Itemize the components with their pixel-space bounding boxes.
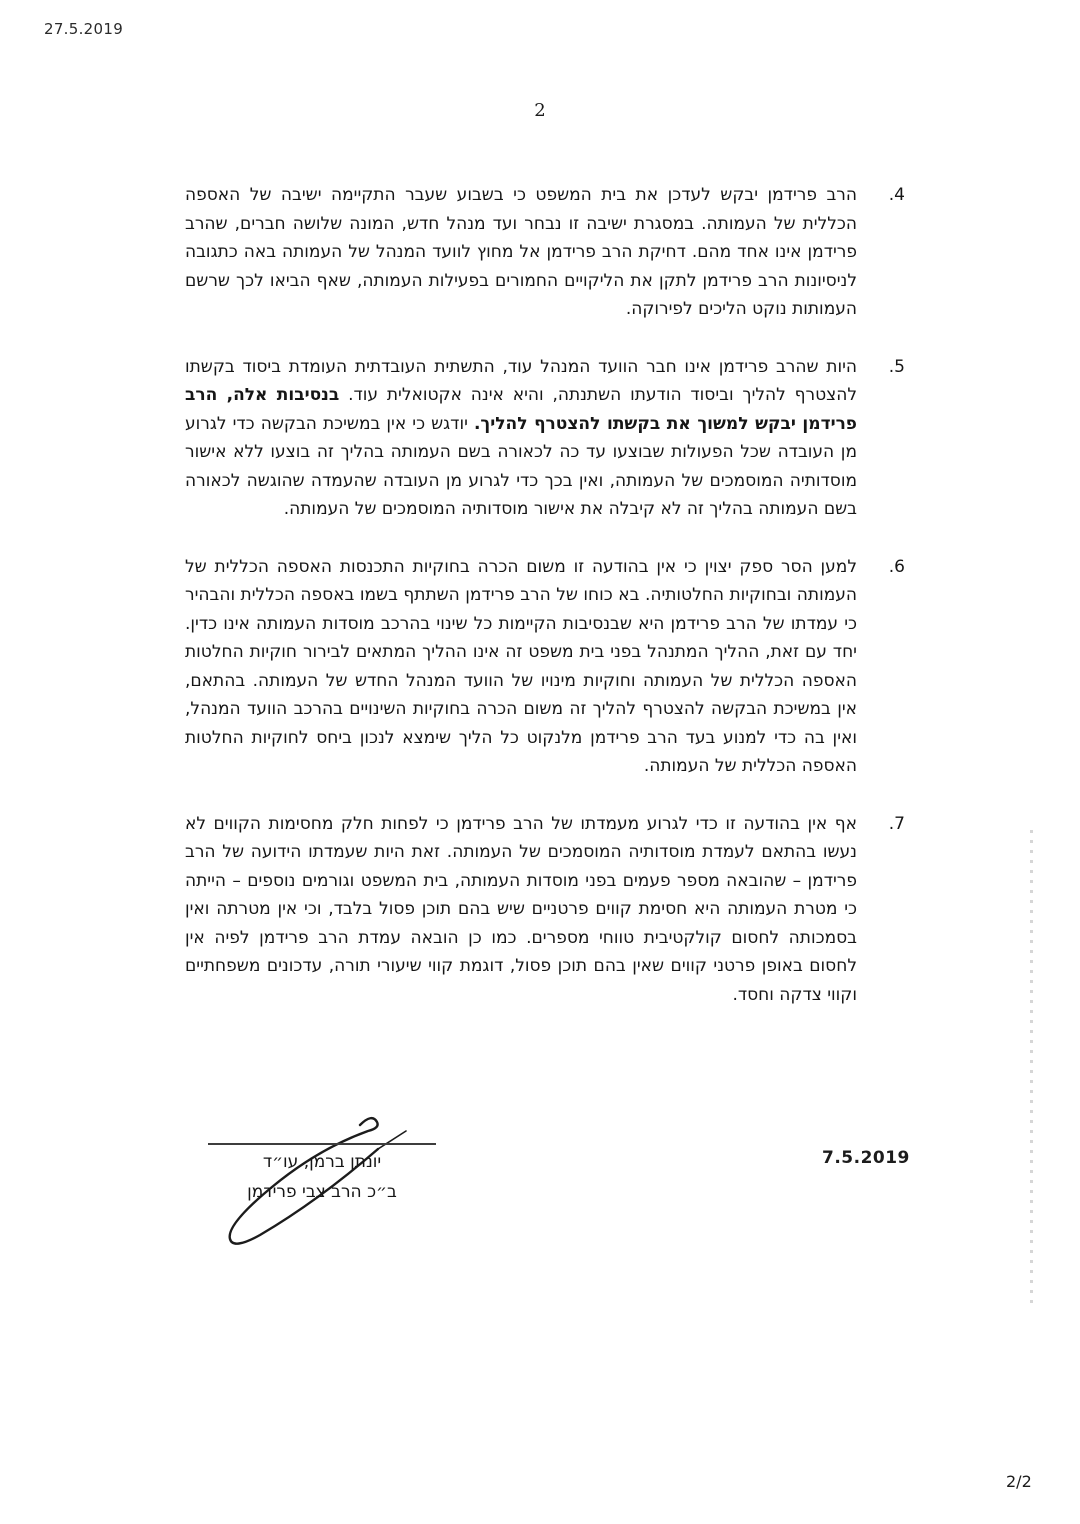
- page-number: 2: [534, 100, 546, 121]
- signature-block: [190, 1105, 470, 1265]
- paragraph-6-number: 6.: [888, 556, 905, 577]
- paragraph-5-number: 5.: [888, 356, 905, 377]
- footer-page-indicator: 2/2: [1006, 1472, 1032, 1491]
- signatory-role: ב״כ הרב צבי פרידמן: [247, 1182, 397, 1202]
- paragraph-4-number: 4.: [888, 185, 905, 205]
- signature-date: 7.5.2019: [822, 1148, 910, 1168]
- paragraph-5: [185, 353, 905, 524]
- paragraph-5-text-bold: בנסיבות אלה, הרב פרידמן יבקש למשוך את בקשתו להצטרף להליך.: [185, 385, 857, 434]
- paragraph-7: [185, 810, 905, 1010]
- paragraph-7-text: אף אין בהודעה זו כדי לגרוע מעמדתו של הרב פרידמן כי לפחות חלק מחסימות הקווים לא נעשו בהתאם לעמדת מוסדותיה המוסמכים של העמותה. זאת היות שעמדתו הידועה של הרב פרידמן – שהובאה מספר פעמים בפני מוסדות העמותה, בית המשפט וגורמים נוספים – הייתה כי מטרת העמותה היא חסימת קווים פרטניים שיש בהם תוכן פסול בלבד, וכי אין מטרתה ואין בסמכותה לחסום קולקטיבית טווחי מספרים. כמו כן הובאה עמדת הרב פרידמן לפיה אין לחסום באופן פרטני קווים שאין בהם תוכן פסול, דוגמת קווי שיעורי תורה, עדכונים משפחתיים וקווי צדקה וחסד.: [185, 813, 857, 1005]
- paragraph-6-text: למען הסר ספק יצוין כי אין בהודעה זו משום הכרה בחוקיות התכנסות האספה הכללית של העמותה ובחוקיות החלטותיה. בא כוחו של הרב פרידמן השתתף בשמו באספה הכללית והבהיר כי עמדתו של הרב פרידמן היא שבנסיבות הקיימות כל שינוי בהרכב מוסדות העמותה אינו כדין. יחד עם זאת, ההליך המתנהל בפני בית משפט זה אינו ההליך המתאים לבירור חוקיות החלטות האספה הכללית של העמותה וחוקיות מינויו של הוועד המנהל החדש של העמותה. בהתאם, אין במשיכת הבקשה להצטרף להליך זה משום הכרה בחוקיות השינויים בהרכב הוועד המנהל, ואין בה כדי למנוע בעד הרב פרידמן מלנקוט כל הליך שימצא לנכון ביחס לחוקיות החלטות האספה הכללית של העמותה.: [185, 556, 857, 776]
- paragraph-5-text-continued: יודגש כי אין במשיכת הבקשה כדי לגרוע מן העובדה שכל הפעולות שבוצעו עד כה לכאורה בשם העמותה בהליך זה בוצעו ללא אישור מוסדותיה המוסמכים של העמותה, ואין בכך כדי לגרוע מן העובדה שהעמדה שהוגשה לכאורה בשם העמותה בהליך זה לא קיבלה את אישור מוסדותיה המוסמכים של העמותה.: [185, 413, 857, 519]
- document-body: [185, 181, 905, 1038]
- signatory-name: יונתן ברמן, עו״ד: [262, 1152, 382, 1172]
- scan-header-date: 27.5.2019: [44, 20, 124, 38]
- signatory-names: [208, 1147, 436, 1207]
- scan-artifact-dotted-line: [1030, 830, 1033, 1310]
- paragraph-7-number: 7.: [888, 813, 905, 834]
- paragraph-5-text: היות שהרב פרידמן אינו חבר הוועד המנהל עוד, התשתית העובדתית העומדת ביסוד בקשתו להצטרף להליך וביסוד הודעתו השתנתה, והיא אינה אקטואלית עוד.: [185, 356, 857, 405]
- paragraph-6: [185, 553, 905, 781]
- paragraph-4-text: הרב פרידמן יבקש לעדכן את בית המשפט כי בשבוע שעבר התקיימה ישיבה של האספה הכללית של העמותה. במסגרת ישיבה זו נבחר ועד מנהל חדש, המונה שלושה חברים, שהרב פרידמן אינו אחד מהם. דחיקת הרב פרידמן אל מחוץ לוועד המנהל של העמותה באה כתגובה לניסיונות הרב פרידמן לתקן את הליקויים החמורים בפעילות העמותה, שאף הביאו לכך שרשם העמותות נוקט הליכים לפירוקה.: [185, 185, 857, 319]
- paragraph-4: [185, 181, 905, 324]
- signature-line: [208, 1143, 436, 1145]
